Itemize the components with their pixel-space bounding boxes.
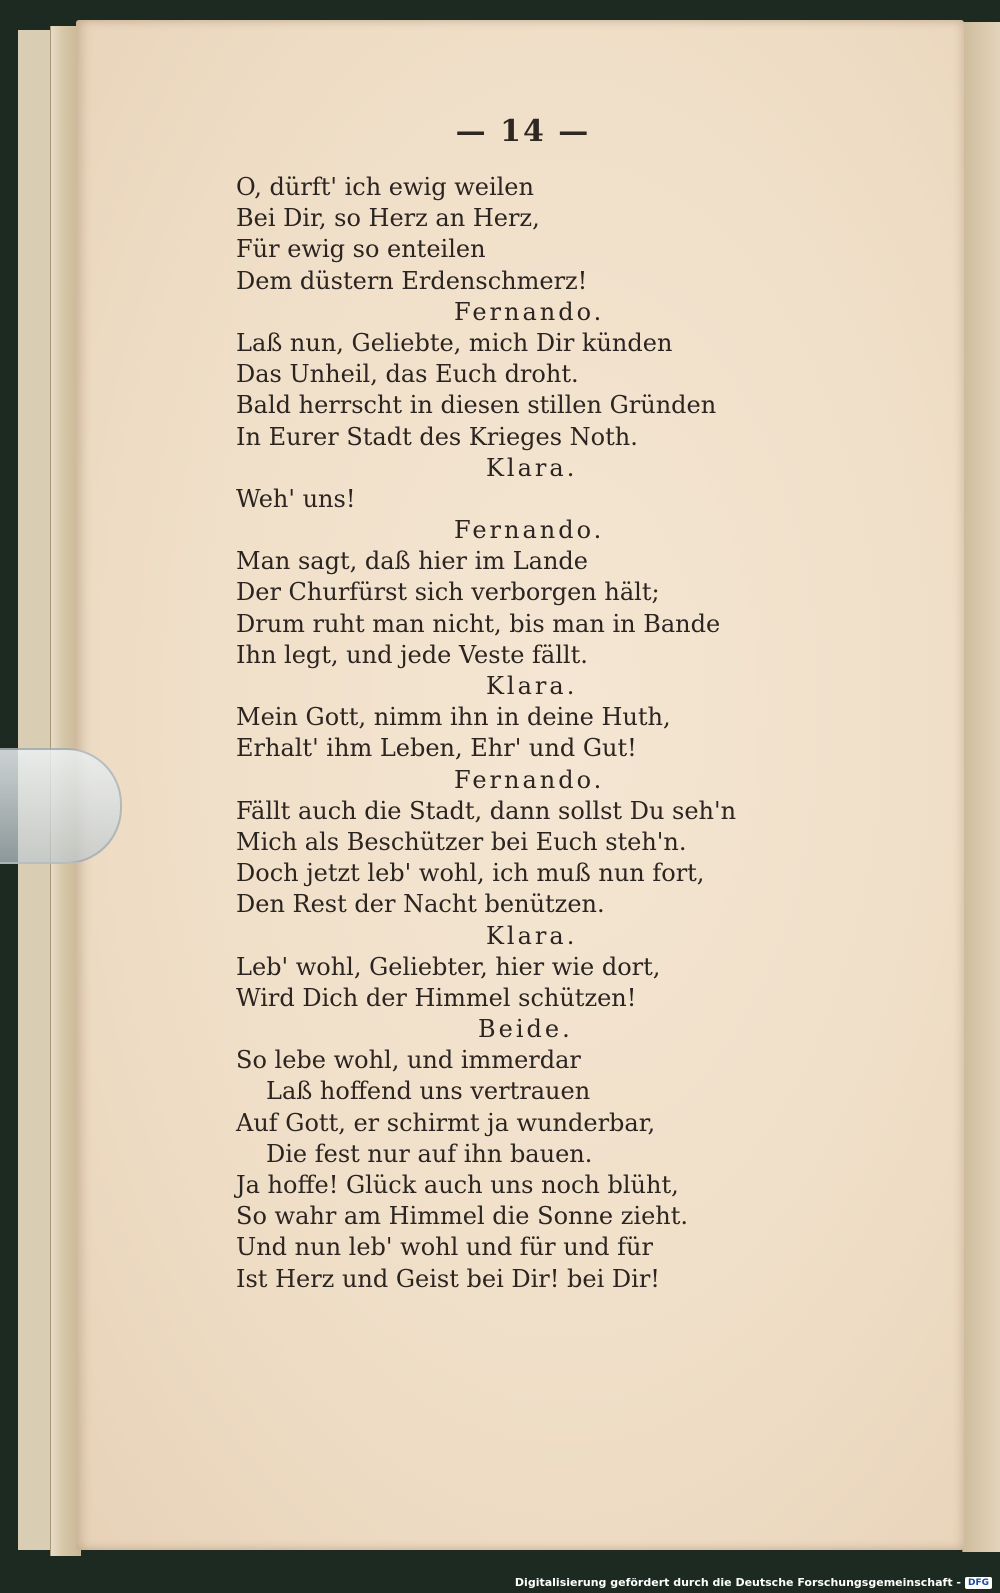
verse-line: Fällt auch die Stadt, dann sollst Du seh'n — [236, 796, 737, 825]
page-clip — [0, 748, 122, 864]
verse-line: Mich als Beschützer bei Euch steh'n. — [236, 827, 687, 856]
verse-text-block — [236, 172, 816, 1295]
verse-line: So wahr am Himmel die Sonne zieht. — [236, 1202, 689, 1231]
funding-credit: Digitalisierung gefördert durch die Deutsche Forschungsgemeinschaft - — [514, 1576, 961, 1589]
speaker-heading: Klara. — [486, 921, 578, 950]
verse-line: Laß hoffend uns vertrauen — [266, 1077, 591, 1106]
funding-footer — [515, 1576, 992, 1589]
verse-line: Den Rest der Nacht benützen. — [236, 890, 605, 919]
verse-line: Ist Herz und Geist bei Dir! bei Dir! — [236, 1264, 660, 1293]
speaker-heading: Fernando. — [454, 765, 605, 794]
verse-line: Erhalt' ihm Leben, Ehr' und Gut! — [236, 734, 637, 763]
verse-line: O, dürft' ich ewig weilen — [236, 173, 534, 201]
verse-line: Leb' wohl, Geliebter, hier wie dort, — [236, 952, 661, 981]
verse-line: Auf Gott, er schirmt ja wunderbar, — [236, 1108, 656, 1137]
verse-line: Ja hoffe! Glück auch uns noch blüht, — [236, 1171, 679, 1199]
verse-line: So lebe wohl, und immerdar — [236, 1046, 581, 1075]
speaker-heading: Fernando. — [454, 297, 605, 326]
verse-line: Doch jetzt leb' wohl, ich muß nun fort, — [236, 859, 705, 888]
verse-line: Dem düstern Erdenschmerz! — [236, 266, 588, 295]
speaker-heading: Klara. — [486, 672, 578, 700]
verse-line: Man sagt, daß hier im Lande — [236, 547, 588, 576]
verse-line: Wird Dich der Himmel schützen! — [236, 983, 637, 1012]
verse-line: Mein Gott, nimm ihn in deine Huth, — [236, 703, 671, 732]
speaker-heading: Fernando. — [454, 516, 605, 545]
next-page-edge — [962, 22, 1000, 1552]
verse-line: Die fest nur auf ihn bauen. — [266, 1139, 593, 1168]
verse-line: Bei Dir, so Herz an Herz, — [236, 204, 540, 233]
speaker-heading: Klara. — [486, 453, 578, 482]
verse-line: Drum ruht man nicht, bis man in Bande — [236, 609, 721, 638]
verse-line: Der Churfürst sich verborgen hält; — [236, 578, 660, 607]
verse-line: Bald herrscht in diesen stillen Gründen — [236, 391, 717, 420]
verse-line: In Eurer Stadt des Krieges Noth. — [236, 422, 638, 451]
speaker-heading: Beide. — [478, 1015, 573, 1044]
verse-line: Weh' uns! — [236, 484, 356, 513]
page-number: — 14 — — [455, 114, 591, 149]
dfg-logo-icon: DFG — [965, 1577, 992, 1589]
verse-line: Das Unheil, das Euch droht. — [236, 360, 579, 389]
verse-line: Laß nun, Geliebte, mich Dir künden — [236, 328, 673, 357]
verse-line: Ihn legt, und jede Veste fällt. — [236, 640, 588, 669]
verse-line: Für ewig so enteilen — [236, 235, 486, 264]
verse-line: Und nun leb' wohl und für und für — [236, 1233, 653, 1262]
